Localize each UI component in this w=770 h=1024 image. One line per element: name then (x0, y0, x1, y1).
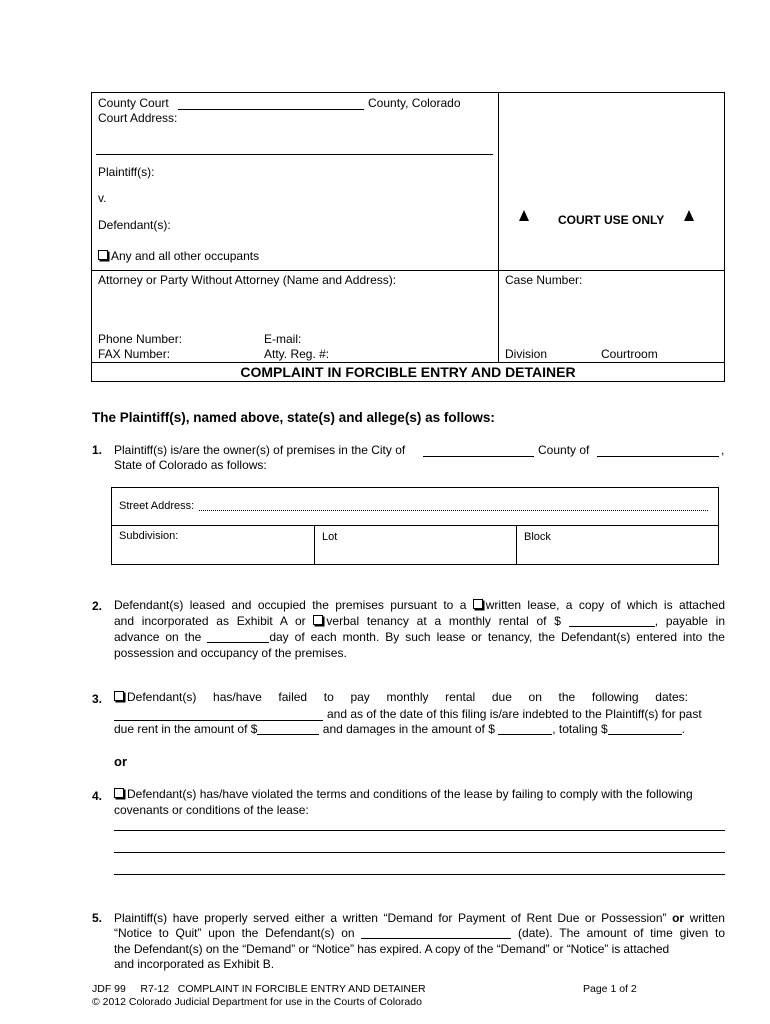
courtroom-label: Courtroom (601, 347, 658, 361)
para5-or: or (672, 911, 685, 925)
atty-reg-label: Atty. Reg. #: (264, 347, 330, 361)
para3-line3 (114, 722, 685, 736)
footer-copyright: © 2012 Colorado Judicial Department for use in the Courts of Colorado (92, 996, 422, 1008)
para2-line3 (114, 630, 725, 644)
fax-label: FAX Number: (98, 347, 171, 361)
up-triangle-icon (519, 210, 529, 221)
phone-label: Phone Number: (98, 332, 183, 346)
case-number-label: Case Number: (505, 273, 583, 287)
lot-label: Lot (322, 531, 338, 543)
damages-field[interactable] (498, 723, 552, 735)
county-name-field[interactable] (178, 98, 364, 110)
verbal-tenancy-checkbox[interactable] (313, 615, 323, 625)
para5-line1-text: Plaintiff(s) have properly served either a written “Demand for Payment of Rent Due or Possession” (114, 911, 667, 925)
block-label: Block (524, 531, 551, 543)
para3-line1 (114, 690, 725, 704)
up-triangle-icon (684, 210, 694, 221)
address-table (111, 487, 719, 565)
city-field[interactable] (423, 445, 534, 457)
footer-form-id: JDF 99 R7-12 COMPLAINT IN FORCIBLE ENTRY AND DETAINER (92, 983, 426, 995)
document-title: COMPLAINT IN FORCIBLE ENTRY AND DETAINER (240, 364, 576, 380)
covenants-line-1[interactable] (114, 830, 725, 831)
day-field[interactable] (207, 631, 269, 643)
covenants-line-2[interactable] (114, 852, 725, 853)
county-colorado-label: County, Colorado (368, 96, 461, 110)
failed-to-pay-checkbox[interactable] (114, 691, 124, 701)
para2-line2-text: and incorporated as Exhibit A or (114, 614, 306, 628)
verbal-tenancy-label: verbal tenancy at a monthly rental of $ (326, 614, 561, 628)
para5-line3: the Defendant(s) on the “Demand” or “Notice” has expired. A copy of the “Demand” or “Notice” is attached (114, 942, 670, 956)
para4-number: 4. (92, 789, 103, 803)
occupants-label: Any and all other occupants (111, 249, 260, 263)
division-label: Division (505, 347, 548, 361)
para5-number: 5. (92, 911, 103, 925)
past-due-label: due rent in the amount of $ (114, 722, 258, 736)
advance-label: advance on the (114, 630, 202, 644)
para5-written: written (689, 911, 725, 925)
attorney-label: Attorney or Party Without Attorney (Name and Address): (98, 273, 397, 287)
address-table-col2 (516, 525, 517, 565)
payable-label: , payable in (654, 614, 725, 628)
caption-box (91, 92, 725, 382)
para1-text-a: Plaintiff(s) is/are the owner(s) of premises in the City of (114, 443, 406, 457)
past-due-field[interactable] (257, 723, 319, 735)
title-row-divider (91, 362, 725, 363)
defendants-label: Defendant(s): (98, 218, 171, 232)
dates-field[interactable] (114, 709, 323, 721)
para1-text-b: County of (538, 443, 590, 457)
plaintiffs-label: Plaintiff(s): (98, 165, 155, 179)
footer-page: Page 1 of 2 (583, 983, 637, 995)
address-table-divider (111, 525, 719, 526)
court-address-label: Court Address: (98, 111, 178, 125)
para4-line2: covenants or conditions of the lease: (114, 803, 309, 817)
para3-line2: and as of the date of this filing is/are indebted to the Plaintiff(s) for past (327, 707, 702, 721)
para1-line2: State of Colorado as follows: (114, 458, 267, 472)
total-field[interactable] (608, 723, 682, 735)
written-lease-label: written lease, a copy of which is attached (485, 598, 725, 612)
para1-number: 1. (92, 443, 103, 457)
para2-line4: possession and occupancy of the premises. (114, 646, 347, 660)
subdivision-label: Subdivision: (119, 530, 179, 542)
county-court-label: County Court (98, 96, 169, 110)
served-date-field[interactable] (361, 927, 511, 939)
versus-label: v. (98, 191, 107, 205)
para2-number: 2. (92, 599, 103, 613)
para2-line3-text: day of each month. By such lease or tenancy, the Defendant(s) entered into the (269, 630, 725, 644)
para4-line1 (114, 787, 693, 801)
occupants-option[interactable] (98, 249, 259, 263)
para2-line2 (114, 614, 725, 628)
para5-line2 (114, 926, 725, 940)
para1-text-c: , (721, 443, 725, 457)
street-address-label: Street Address: (119, 500, 195, 512)
para2-line1-text: Defendant(s) leased and occupied the premises pursuant to a (114, 598, 467, 612)
occupants-checkbox[interactable] (98, 250, 108, 260)
para3-line1-text: Defendant(s) has/have failed to pay monthly rental due on the following dates: (127, 690, 688, 704)
para3-number: 3. (92, 692, 103, 706)
or-label: or (114, 754, 127, 769)
para3-period: . (681, 722, 685, 736)
date-label: (date). The amount of time given to (518, 926, 726, 940)
address-table-col1 (314, 525, 315, 565)
court-use-only-label: COURT USE ONLY (558, 213, 665, 227)
caption-row-divider (91, 270, 725, 271)
para4-line1-text: Defendant(s) has/have violated the terms and conditions of the lease by failing to comply with the following (127, 787, 693, 801)
para5-line1 (114, 911, 725, 925)
notice-to-quit-label: “Notice to Quit” upon the Defendant(s) on (114, 926, 355, 940)
county-field[interactable] (597, 445, 719, 457)
email-label: E-mail: (264, 332, 302, 346)
totaling-label: , totaling $ (552, 722, 608, 736)
para2-line1 (114, 598, 725, 612)
para5-line4: and incorporated as Exhibit B. (114, 957, 275, 971)
damages-label: and damages in the amount of $ (322, 722, 495, 736)
monthly-rent-field[interactable] (569, 615, 655, 627)
covenants-line-3[interactable] (114, 874, 725, 875)
court-address-rule (96, 154, 493, 155)
written-lease-checkbox[interactable] (473, 599, 483, 609)
street-address-field[interactable] (199, 510, 708, 511)
caption-divider (498, 92, 499, 362)
violated-terms-checkbox[interactable] (114, 788, 124, 798)
intro-statement: The Plaintiff(s), named above, state(s) and allege(s) as follows: (92, 410, 495, 425)
